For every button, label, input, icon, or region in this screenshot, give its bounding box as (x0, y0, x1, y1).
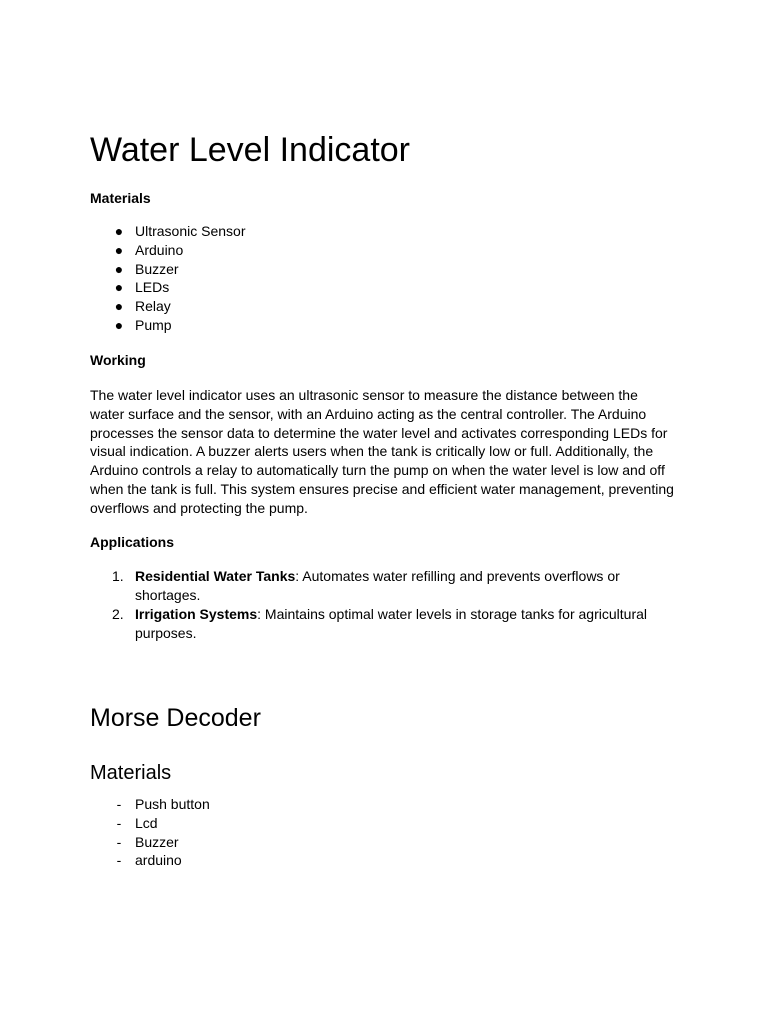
application-term: Residential Water Tanks (135, 568, 296, 584)
bullet-icon: ● (114, 260, 124, 277)
list-item: ● Pump (90, 316, 246, 335)
list-item: - Buzzer (90, 833, 210, 852)
materials-list (90, 222, 246, 335)
dash-icon: - (116, 814, 122, 831)
list-item: ● Buzzer (90, 260, 246, 279)
materials-heading: Materials (90, 190, 151, 206)
morse-decoder-title: Morse Decoder (90, 704, 261, 732)
list-item: ● Ultrasonic Sensor (90, 222, 246, 241)
list-item: - arduino (90, 851, 210, 870)
morse-materials-list (90, 795, 210, 870)
list-item (90, 567, 650, 605)
bullet-icon: ● (114, 298, 124, 315)
bullet-icon: ● (114, 241, 124, 258)
dash-icon: - (116, 852, 122, 869)
list-item: - Lcd (90, 814, 210, 833)
application-term: Irrigation Systems (135, 606, 258, 622)
bullet-icon: ● (114, 223, 124, 239)
list-number: 2. (112, 606, 124, 622)
working-paragraph: The water level indicator uses an ultrasonic sensor to measure the distance between the water surface and the sensor, with an Arduino acting as the central controller. The Arduino processes the sensor data to determine the water level and activates corresponding LEDs for visual indication. A buzzer alerts users when the tank is critically low or full. Additionally, the Arduino controls a relay to automatically turn the pump on when the water level is low and off when the tank is full. This system ensures precise and efficient water management, preventing overflows and protecting the pump. (90, 387, 674, 516)
dash-icon: - (116, 833, 122, 850)
bullet-icon: ● (114, 316, 124, 333)
dash-icon: - (116, 796, 122, 812)
applications-heading: Applications (90, 534, 175, 550)
list-item (90, 605, 650, 643)
morse-materials-heading: Materials (90, 762, 172, 784)
water-level-title: Water Level Indicator (90, 131, 410, 169)
list-item: - Push button (90, 795, 210, 814)
application-desc: : Automates water refilling and prevents overflows or shortages. (135, 568, 620, 603)
bullet-icon: ● (114, 279, 124, 296)
list-number: 1. (112, 568, 124, 584)
working-heading: Working (90, 352, 146, 368)
applications-list (90, 567, 650, 643)
application-desc: : Maintains optimal water levels in storage tanks for agricultural purposes. (135, 606, 647, 641)
list-item: ● LEDs (90, 278, 246, 297)
list-item: ● Relay (90, 297, 246, 316)
list-item: ● Arduino (90, 241, 246, 260)
